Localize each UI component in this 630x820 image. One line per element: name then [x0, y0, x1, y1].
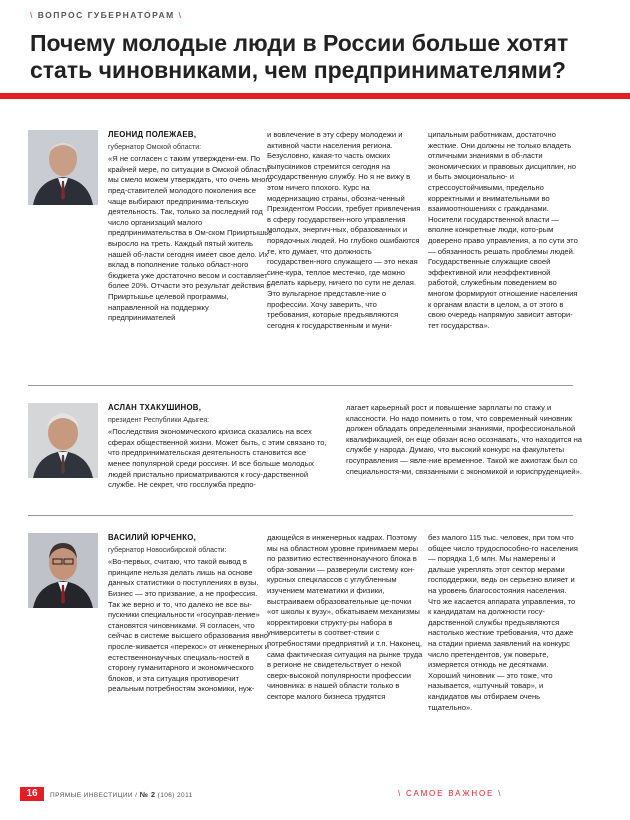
publication-line	[50, 790, 193, 799]
issue-details: (106) 2011	[157, 792, 193, 799]
text-column: «Во-первых, считаю, что такой вывод в принципе нельзя делать лишь на основе данных статистики о поступлениях в вузы. Бизнес — это призвание, а не профессия. Так же верно и то, что далеко не все вы-пускники специальности «госуправ-ление» становятся чиновниками. Я согласен, что сейчас в системе высшего образования явно просле-живается «перекос» от инженерных и естественнонаучных специаль-ностей в сторону гуманитарного и экономического блоков, и эта ситуация противоречит реальным потребностям экономики, нуж-	[108, 557, 270, 694]
speaker-name: ВАСИЛИЙ ЮРЧЕНКО,	[108, 533, 197, 542]
section-divider	[28, 515, 573, 516]
portrait-photo	[28, 130, 98, 205]
section-divider	[28, 385, 573, 386]
speaker-title: губернатор Новосибирской области:	[108, 546, 227, 554]
headline: Почему молодые люди в России больше хотят стать чиновниками, чем предпринимателями?	[30, 30, 569, 83]
speaker-title: губернатор Омской области:	[108, 143, 202, 151]
rubric-label: ВОПРОС ГУБЕРНАТОРАМ	[37, 10, 175, 20]
page-footer	[0, 785, 630, 805]
publication-name: ПРЯМЫЕ ИНВЕСТИЦИИ /	[50, 792, 138, 799]
red-divider-bar	[0, 93, 630, 99]
section-label-text: САМОЕ ВАЖНОЕ	[406, 789, 495, 798]
speaker-name: ЛЕОНИД ПОЛЕЖАЕВ,	[108, 130, 197, 139]
text-column: «Я не согласен с таким утверждени-ем. По крайней мере, по ситуации в Омской области мы смело можем утверждать, что очень много пред-ставителей молодого поколения все чаще выбирают предпринима-тельскую деятельность. Так, только за последний год число организаций малого предпринимательства в Ом-ском Прииртышье выросло на треть. Каждый пятый житель нашей об-ласти сегодня имеет свое дело. Их вклад в пополнение только област-ного бюджета уже достаточно весом и составляет более 20%. Отчасти это результат действия в Прииртышье целевой программы, направленной на поддержку предпринимателей	[108, 154, 273, 323]
speaker-name: АСЛАН ТХАКУШИНОВ,	[108, 403, 202, 412]
text-column: дающейся в инженерных кадрах. Поэтому мы на областном уровне принимаем меры по развитию естественнонаучного блока в обра-зовании — развернули систему кон-курсных спецклассов с углубленным изучением математики и физики, выстраиваем образовательные це-почки «от школы к вузу», обкатываем механизмы корректировки структу-ры набора в университеты в соответ-ствии с потребностями предприятий и т.п. Наконец, сама фактическая ситуация на рынке труда в регионе не свидетельствует о некой сверх-высокой популярности профессии чиновника: в нашей области только в секторе малого бизнеса трудятся	[267, 533, 423, 701]
portrait-photo	[28, 533, 98, 608]
section-label: \ САМОЕ ВАЖНОЕ \	[398, 789, 503, 798]
portrait-photo	[28, 403, 98, 478]
text-column: лагает карьерный рост и повышение зарплаты по стажу и классности. Но надо помнить о том, что современный чиновник должен обладать определенными знаниями, профессиональной квалификацией, он еще обязан ясно осознавать, что находится на службе у народа. Думаю, что высокий конкурс на факультеты госуправления — явле-ние временное. Такой же ажиотаж был со специальностя-ми, связанными с экономикой и юриспруденцией».	[346, 403, 583, 476]
issue-number: № 2	[139, 790, 156, 799]
text-column: без малого 115 тыс. человек, при том что общее число трудоспособно-го населения — порядка 1,6 млн. Мы намерены и дальше укреплять этот сектор мерами господдержки, ведь он серьезно влияет и на уровень благосостояния населения. Что же касается аппарата управления, то к кандидатам на должности госу-дарственной службы предъявляются настолько жесткие требования, что даже на стадии приема заявлений на конкурс число претендентов, уж поверьте, измеряется отнюдь не десятками. Хороший чиновник — это тоже, что называется, «штучный товар», и кандидатов мы отбираем очень тщательно».	[428, 533, 578, 712]
rubric: \ ВОПРОС ГУБЕРНАТОРАМ \	[30, 10, 183, 20]
page-number: 16	[20, 787, 44, 801]
text-column: и вовлечение в эту сферу молодежи и активной части населения региона. Безусловно, какая-то часть омских выпускников стремится сегодня на государственную службу. Но я не вижу в этом ничего плохого. Курс на модернизацию страны, обозна-ченный Президентом России, требует привлечения в сферу государствен-ного управления молодых, энергич-ных, образованных и порядочных людей. Но глубоко ошибаются те, кто думает, что должность государствен-ного служащего — это некая сине-кура, теплое местечко, где можно сделать карьеру, ничего по сути не делая. Это вульгарное представле-ние о профессии. Хочу заверить, что требования, которые предъявляются сегодня к государственным и муни-	[267, 130, 421, 330]
speaker-title: президент Республики Адыгея:	[108, 416, 210, 424]
text-column: «Последствия экономического кризиса сказались на всех сферах общественной жизни. Может быть, с этим связано то, что предпринимательская деятельность становится все менее популярной среди россиян. И все больше молодых людей пристально присматриваются к госу-дарственной службе. Не секрет, что госслужба предпо-	[108, 427, 327, 490]
text-column: ципальным работникам, достаточно жесткие. Они должны не только владеть отличными знаниями в об-ласти экономических и правовых дисциплин, но и быть эмоционально- и стрессоустойчивыми, предельно корректными и внимательными во взаимоотношениях с гражданами. Носители государственной власти — вполне конкретные люди, кото-рым доверено право управления, а по сути это — обязанность решать проблемы людей. Государственные служащие своей эффективной или неэффективной работой, служебным поведением во многом формируют отношение населения к органам власти в целом, а от этого в свою очередь напрямую зависит автори-тет государства».	[428, 130, 578, 330]
